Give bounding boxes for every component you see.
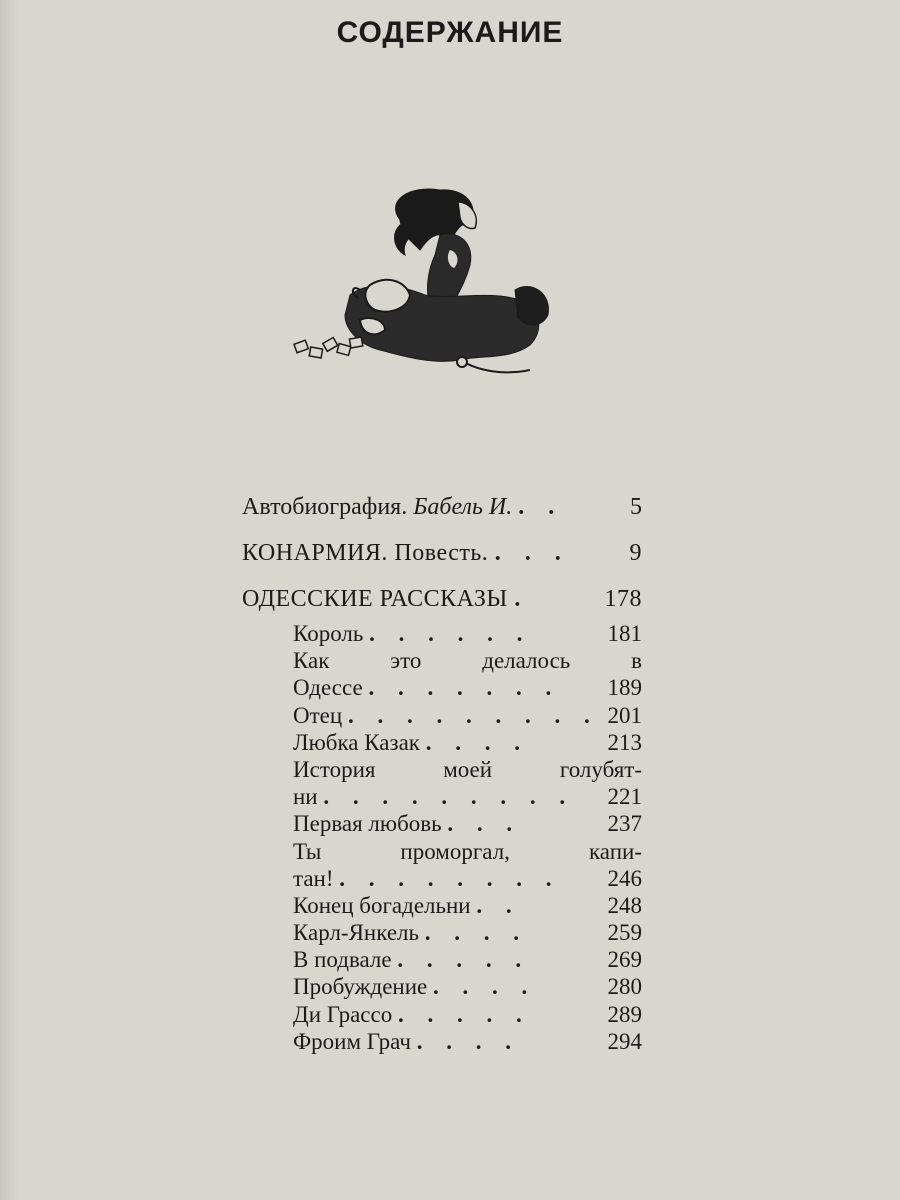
- toc-subentry: [293, 702, 642, 729]
- toc-entry-leader: . . . . . .: [369, 621, 532, 646]
- ink-illustration-icon: [290, 180, 560, 380]
- toc-subentry: [293, 865, 642, 892]
- toc-subentry: [293, 919, 642, 946]
- toc-subentry: [293, 810, 642, 837]
- page-edge: [0, 0, 20, 1200]
- toc-entry-leader: . . . . . . .: [368, 675, 561, 701]
- toc-sub-list: [293, 620, 642, 1055]
- toc-entry-page: 289: [607, 1001, 642, 1027]
- toc-entry-page: 246: [607, 865, 642, 891]
- toc-entry-page: 237: [607, 811, 642, 837]
- toc-entry-leader: . .: [476, 892, 521, 918]
- page-title: СОДЕРЖАНИЕ: [336, 16, 564, 49]
- toc-entry-page: 5: [630, 494, 642, 520]
- toc-entry-title: Король: [293, 621, 364, 646]
- toc-entry-page: 280: [607, 974, 642, 1000]
- toc-entry-leader: . . . . .: [397, 947, 531, 973]
- toc-subentry: [293, 783, 642, 810]
- toc-entry-page: 189: [607, 675, 642, 701]
- toc-subentry: [293, 729, 642, 756]
- toc-entry-title: ОДЕССКИЕ РАССКАЗЫ: [242, 586, 508, 612]
- toc-entry-leader: . . . .: [416, 1028, 520, 1054]
- toc-entry-page: 201: [607, 702, 642, 728]
- toc-entry-title: Отец: [293, 702, 343, 728]
- toc-entry-title: ни: [293, 784, 318, 810]
- toc-entry-title: Карл-Янкель: [293, 920, 420, 946]
- toc-entry-title: История моей голубят-: [293, 756, 642, 782]
- toc-subentry: [293, 838, 642, 865]
- toc-entry-title: Как это делалось в: [293, 648, 642, 674]
- toc-entry-title: Первая любовь: [293, 811, 442, 837]
- toc-entry-page: 248: [607, 892, 642, 918]
- toc-subentry: [293, 1001, 642, 1028]
- toc-entry-page: 213: [607, 729, 642, 755]
- toc-subentry: [293, 946, 642, 973]
- toc-subentry: [293, 620, 642, 647]
- toc-entry-title: тан!: [293, 865, 334, 891]
- toc-entry-leader: . . . . . . . . .: [323, 784, 575, 810]
- toc-entry-title: Любка Казак: [293, 729, 420, 755]
- toc-entry-page: 221: [607, 784, 642, 810]
- toc-subentry: [293, 973, 642, 1000]
- toc-subentry: [293, 1028, 642, 1055]
- toc-entry-title: КОНАРМИЯ. Повесть.: [242, 540, 489, 566]
- toc-entry-author: Бабель И.: [413, 494, 513, 520]
- toc-entry-leader: . . . .: [433, 974, 537, 1000]
- toc-main-list: [242, 494, 642, 632]
- toc-entry-title: Автобиография.: [242, 494, 408, 520]
- toc-entry-title: Ди Грассо: [293, 1001, 393, 1027]
- toc-entry-title: Фроим Грач: [293, 1028, 411, 1054]
- toc-entry: [242, 494, 642, 540]
- toc-entry-page: 294: [607, 1028, 642, 1054]
- toc-entry-leader: . .: [518, 494, 564, 520]
- toc-entry-leader: . . . .: [425, 729, 529, 755]
- toc-entry-title: Ты проморгал, капи-: [293, 838, 642, 864]
- toc-subentry: [293, 674, 642, 701]
- toc-entry-title: Конец богадельни: [293, 892, 471, 918]
- toc-entry-page: 178: [604, 586, 642, 612]
- toc-entry-page: 269: [607, 947, 642, 973]
- toc-subentry: [293, 647, 642, 674]
- toc-entry-title: Пробуждение: [293, 974, 428, 1000]
- toc-entry-page: 259: [607, 920, 642, 946]
- toc-entry-leader: . . . .: [424, 920, 529, 946]
- toc-entry-leader: . . . . .: [397, 1001, 531, 1027]
- toc-entry-leader: .: [514, 586, 530, 612]
- toc-entry-title: В подвале: [293, 947, 392, 973]
- toc-entry-page: 181: [607, 621, 642, 646]
- toc-subentry: [293, 892, 642, 919]
- toc-entry: [242, 540, 642, 586]
- toc-entry-leader: . . .: [447, 811, 522, 837]
- toc-entry-leader: . . . . . . . . .: [347, 702, 599, 728]
- toc-entry-title: Одессе: [293, 675, 363, 701]
- toc-entry-leader: . . .: [494, 540, 570, 566]
- toc-entry-leader: . . . . . . . .: [339, 865, 561, 891]
- toc-entry-page: 9: [629, 540, 642, 566]
- toc-subentry: [293, 756, 642, 783]
